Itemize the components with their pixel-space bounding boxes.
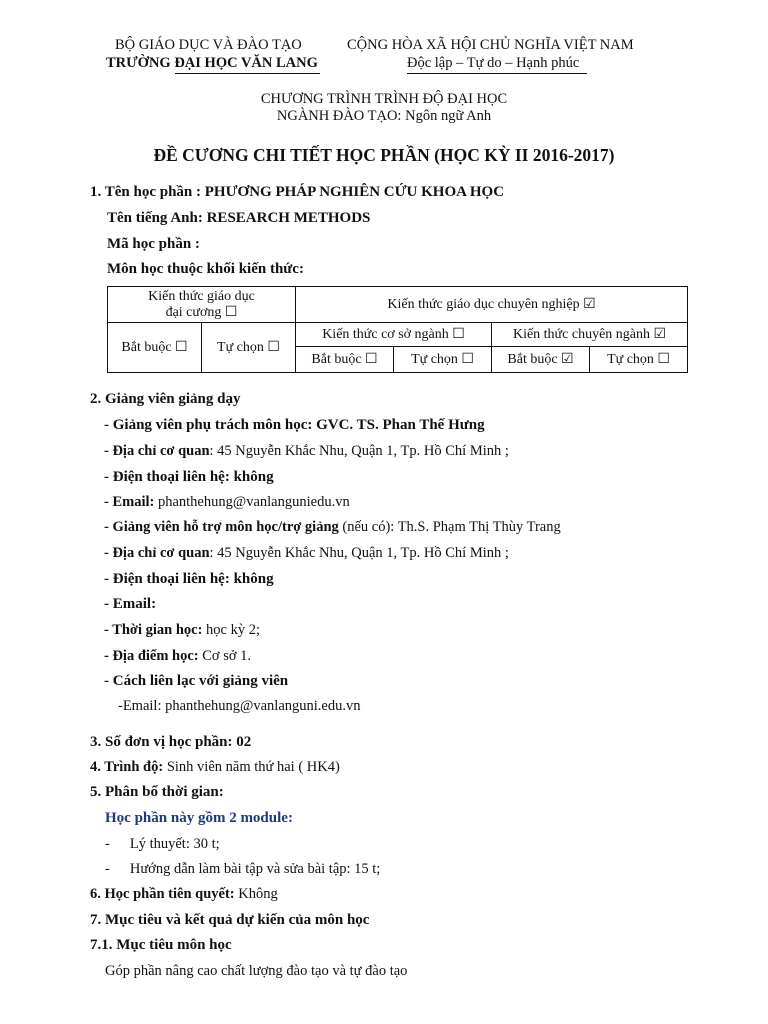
general-elective: Tự chọn ☐	[202, 323, 296, 373]
section2-heading: 2. Giảng viên giảng dạy	[90, 391, 241, 407]
address2-value: : 45 Nguyễn Khắc Nhu, Quận 1, Tp. Hồ Chí Minh ;	[209, 545, 509, 561]
professional-knowledge-cell: Kiến thức giáo dục chuyên nghiệp ☑	[296, 287, 688, 323]
section71-text: Góp phần nâng cao chất lượng đào tạo và tự đào tạo	[105, 963, 408, 979]
republic-name: CỘNG HÒA XÃ HỘI CHỦ NGHĨA VIỆT NAM	[347, 37, 634, 53]
module-text: Hướng dẫn làm bài tập và sửa bài tập: 15 t;	[129, 861, 381, 877]
address2-line	[104, 545, 509, 562]
general-required: Bắt buộc ☐	[108, 323, 202, 373]
major-label: NGÀNH ĐÀO TẠO:	[276, 108, 402, 124]
section4-label: 4. Trình độ:	[90, 759, 164, 775]
ministry-name: BỘ GIÁO DỤC VÀ ĐÀO TẠO	[115, 37, 302, 53]
phone2-line: - Điện thoại liên hệ: không	[104, 571, 274, 587]
section5-heading: 5. Phân bổ thời gian:	[90, 784, 224, 800]
section71-heading: 7.1. Mục tiêu môn học	[90, 937, 232, 953]
section6-label: 6. Học phần tiên quyết:	[90, 886, 235, 902]
knowledge-block-label: Môn học thuộc khối kiến thức:	[107, 261, 304, 277]
spec-required: Bắt buộc ☑	[492, 347, 590, 373]
assistant-line	[104, 519, 561, 536]
module-text: Lý thuyết: 30 t;	[129, 836, 220, 852]
module-dash: -	[105, 861, 110, 877]
email2-line: - Email:	[104, 596, 157, 612]
section4-value: Sinh viên năm thứ hai ( HK4)	[163, 759, 340, 775]
module-item	[105, 861, 380, 878]
time-label: - Thời gian học:	[104, 622, 203, 638]
modules-note: Học phần này gồm 2 module:	[105, 810, 293, 826]
english-name: Tên tiếng Anh: RESEARCH METHODS	[107, 210, 371, 226]
place-line	[104, 648, 251, 665]
motto: Độc lập – Tự do – Hạnh phúc	[407, 55, 580, 71]
basic-elective: Tự chọn ☐	[394, 347, 492, 373]
document-title: ĐỀ CƯƠNG CHI TIẾT HỌC PHẦN (HỌC KỲ II 2016-2017)	[153, 145, 615, 165]
basic-required: Bắt buộc ☐	[296, 347, 394, 373]
specialized-cell: Kiến thức chuyên ngành ☑	[492, 323, 688, 347]
email1-line	[104, 494, 350, 511]
contact-heading: - Cách liên lạc với giảng viên	[104, 673, 289, 689]
section3-credits: 3. Số đơn vị học phần: 02	[90, 734, 252, 750]
spec-elective: Tự chọn ☐	[590, 347, 688, 373]
place-value: Cơ sở 1.	[198, 648, 252, 664]
section6-prerequisite	[90, 886, 278, 903]
program-title: CHƯƠNG TRÌNH TRÌNH ĐỘ ĐẠI HỌC	[260, 91, 508, 107]
basic-sector-cell: Kiến thức cơ sở ngành ☐	[296, 323, 492, 347]
section4-level	[90, 759, 340, 776]
knowledge-table	[107, 286, 688, 373]
address2-label: - Địa chỉ cơ quan	[104, 545, 210, 561]
motto-underline	[407, 73, 587, 74]
assistant-label: - Giảng viên hỗ trợ môn học/trợ giảng	[104, 519, 339, 535]
major-value: Ngôn ngữ Anh	[405, 108, 492, 124]
major-line	[0, 108, 768, 125]
course-name: 1. Tên học phần : PHƯƠNG PHÁP NGHIÊN CỨU KHOA HỌC	[90, 184, 505, 200]
general-line2: đại cương ☐	[165, 304, 238, 320]
assistant-value: (nếu có): Th.S. Phạm Thị Thùy Trang	[338, 519, 561, 535]
module-item	[105, 836, 220, 853]
address1-line	[104, 443, 509, 460]
course-code: Mã học phần :	[107, 236, 200, 252]
lecturer-line: - Giảng viên phụ trách môn học: GVC. TS. Phan Thế Hưng	[104, 417, 485, 433]
email1-value: phanthehung@vanlanguniedu.vn	[154, 494, 350, 510]
place-label: - Địa điểm học:	[104, 648, 199, 664]
time-value: học kỳ 2;	[202, 622, 260, 638]
general-line1: Kiến thức giáo dục	[148, 288, 255, 304]
phone1-line: - Điện thoại liên hệ: không	[104, 469, 274, 485]
address1-value: : 45 Nguyễn Khắc Nhu, Quận 1, Tp. Hồ Chí Minh ;	[209, 443, 509, 459]
university-name: TRƯỜNG ĐẠI HỌC VĂN LANG	[106, 55, 318, 71]
section7-heading: 7. Mục tiêu và kết quả dự kiến của môn học	[90, 912, 370, 928]
module-dash: -	[105, 836, 110, 852]
address1-label: - Địa chỉ cơ quan	[104, 443, 210, 459]
university-underline	[175, 73, 320, 74]
section6-value: Không	[234, 886, 278, 902]
email1-label: - Email:	[104, 494, 155, 510]
time-line	[104, 622, 260, 639]
contact-email: -Email: phanthehung@vanlanguni.edu.vn	[118, 698, 361, 714]
general-knowledge-cell	[108, 287, 296, 323]
